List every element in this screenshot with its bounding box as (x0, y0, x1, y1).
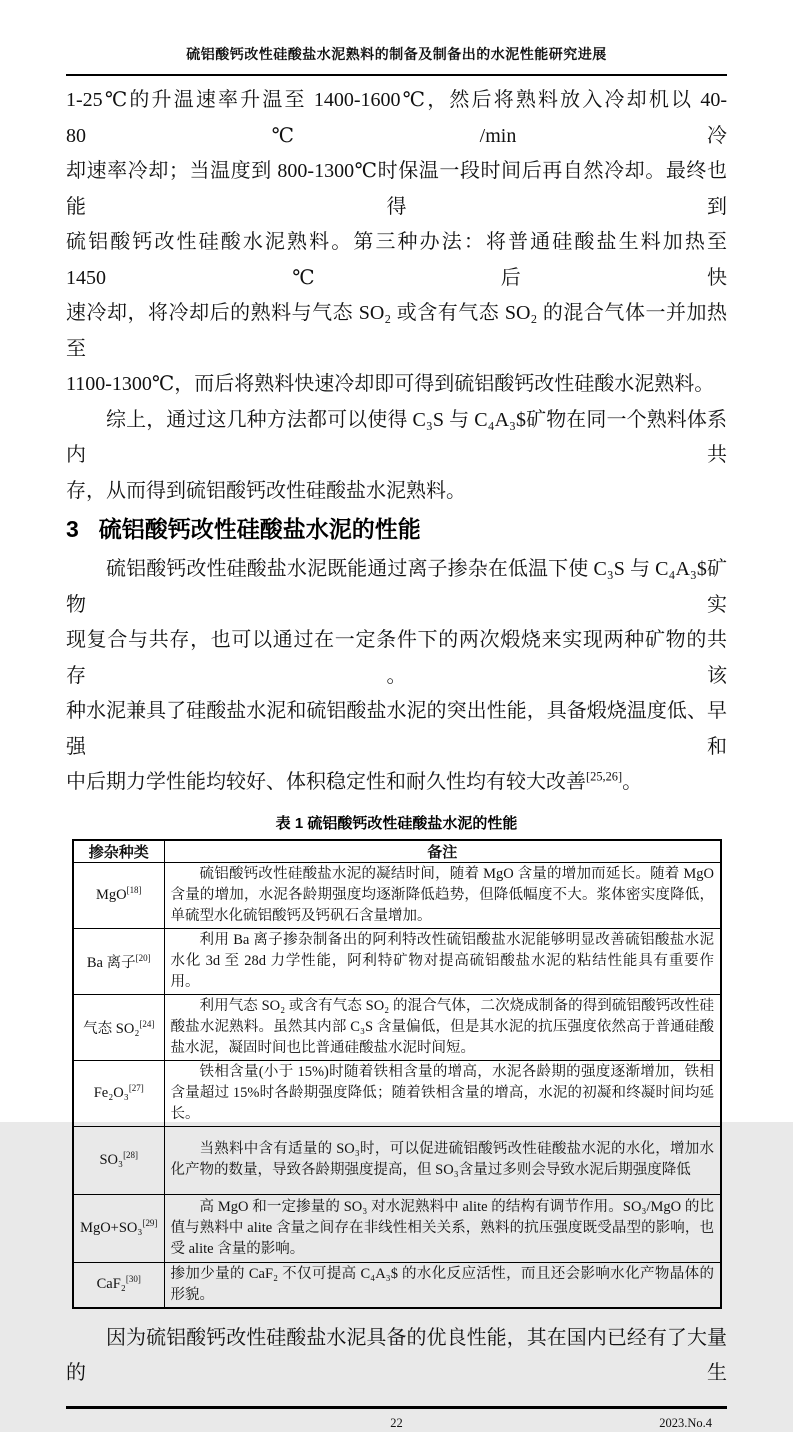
table-row (73, 1126, 721, 1194)
table-caption: 表 1 硫铝酸钙改性硅酸盐水泥的性能 (275, 814, 518, 832)
dopant-type-cell: SO₃[28] (73, 1126, 164, 1194)
text-line: 硫铝酸钙改性硅酸水泥熟料。第三种办法：将普通硅酸盐生料加热至 1450℃后快 (66, 231, 727, 289)
footer-rule (66, 1406, 727, 1409)
column-header-dopant-type: 掺杂种类 (73, 840, 164, 863)
header-rule (66, 74, 727, 76)
dopant-type-cell: MgO+SO₃[29] (73, 1194, 164, 1262)
text-line: 速冷却，将冷却后的熟料与气态 SO₂ 或含有气态 SO₂ 的混合气体一并加热至 (66, 302, 727, 360)
remark-cell: 掺加少量的 CaF₂ 不仅可提高 C₄A₃$ 的水化反应活性，而且还会影响水化产物晶体的形貌。 (164, 1262, 721, 1308)
body-paragraph-3 (66, 552, 727, 801)
table-row (73, 928, 721, 994)
text-line: 却速率冷却；当温度到 800-1300℃时保温一段时间后再自然冷却。最终也能得到 (66, 160, 727, 218)
remark-cell: 铁相含量(小于 15%)时随着铁相含量的增高，水泥各龄期的强度逐渐增加，铁相含量超过 15%时各龄期强度降低；随着铁相含量的增高，水泥的初凝和终凝时间均延长。 (164, 1060, 721, 1126)
body-paragraph-2 (66, 403, 727, 510)
body-paragraph-1 (66, 83, 727, 403)
table-row (73, 994, 721, 1060)
remark-cell: 利用 Ba 离子掺杂制备出的阿利特改性硫铝酸盐水泥能够明显改善硫铝酸盐水泥水化 3d 至 28d 力学性能，阿利特矿物对提高硫铝酸盐水泥的粘结性能具有重要作用。 (164, 928, 721, 994)
issue-label: 2023.No.4 (659, 1415, 712, 1430)
table-row (73, 862, 721, 928)
column-header-remark: 备注 (164, 840, 721, 863)
dopant-type-cell: 气态 SO₂[24] (73, 994, 164, 1060)
section-number: 3 (66, 516, 79, 542)
body-paragraph-4 (66, 1321, 727, 1392)
text-line: 种水泥兼具了硅酸盐水泥和硫铝酸盐水泥的突出性能，具备煅烧温度低、早强和 (66, 700, 727, 758)
table-row (73, 1060, 721, 1126)
text-line: 因为硫铝酸钙改性硅酸盐水泥具备的优良性能，其在国内已经有了大量的生 (66, 1326, 727, 1384)
text-line: 硫铝酸钙改性硅酸盐水泥既能通过离子掺杂在低温下使 C₃S 与 C₄A₃$矿物实 (66, 558, 727, 616)
dopant-type-cell: CaF₂[30] (73, 1262, 164, 1308)
dopant-type-cell: Ba 离子[20] (73, 928, 164, 994)
page-footer (66, 1414, 727, 1432)
text-line: 存，从而得到硫铝酸钙改性硅酸盐水泥熟料。 (66, 479, 466, 502)
running-head-title: 硫铝酸钙改性硅酸盐水泥熟料的制备及制备出的水泥性能研究进展 (186, 48, 607, 63)
remark-cell: 利用气态 SO₂ 或含有气态 SO₂ 的混合气体，二次烧成制备的得到硫铝酸钙改性硅酸盐水泥熟料。虽然其内部 C₃S 含量偏低，但是其水泥的抗压强度依然高于普通硅酸盐水泥，凝固时间也比普通硅酸盐水泥时间短。 (164, 994, 721, 1060)
page-number: 22 (390, 1415, 403, 1430)
table-row (73, 1194, 721, 1262)
dopant-type-cell: Fe₂O₃[27] (73, 1060, 164, 1126)
text-line: 中后期力学性能均较好、体积稳定性和耐久性均有较大改善[25,26]。 (66, 769, 643, 793)
text-line: 1-25℃的升温速率升温至 1400-1600℃，然后将熟料放入冷却机以 40-80℃/min 冷 (66, 89, 727, 147)
section-heading (66, 514, 727, 544)
section-title: 硫铝酸钙改性硅酸盐水泥的性能 (98, 516, 421, 542)
performance-table (72, 839, 722, 1309)
table-header-row (73, 840, 721, 863)
text-line: 综上，通过这几种方法都可以使得 C₃S 与 C₄A₃$矿物在同一个熟料体系内共 (66, 408, 727, 466)
text-line: 1100-1300℃，而后将熟料快速冷却即可得到硫铝酸钙改性硅酸水泥熟料。 (66, 373, 715, 395)
remark-cell: 硫铝酸钙改性硅酸盐水泥的凝结时间，随着 MgO 含量的增加而延长。随着 MgO 含量的增加，水泥各龄期强度均逐渐降低趋势，但降低幅度不大。浆体密实度降低，单硫型水化硫铝酸钙及钙矾石含量增加。 (164, 862, 721, 928)
dopant-type-cell: MgO[18] (73, 862, 164, 928)
remark-cell: 高 MgO 和一定掺量的 SO₃ 对水泥熟料中 alite 的结构有调节作用。SO₃/MgO 的比值与熟料中 alite 含量之间存在非线性相关关系，熟料的抗压强度既受晶型的影响，也受 alite 含量的影响。 (164, 1194, 721, 1262)
table-row (73, 1262, 721, 1308)
text-line: 现复合与共存，也可以通过在一定条件下的两次煅烧来实现两种矿物的共存。该 (66, 629, 727, 687)
remark-cell: 当熟料中含有适量的 SO₃时，可以促进硫铝酸钙改性硅酸盐水泥的水化，增加水化产物的数量，导致各龄期强度提高，但 SO₃含量过多则会导致水泥后期强度降低 (164, 1126, 721, 1194)
